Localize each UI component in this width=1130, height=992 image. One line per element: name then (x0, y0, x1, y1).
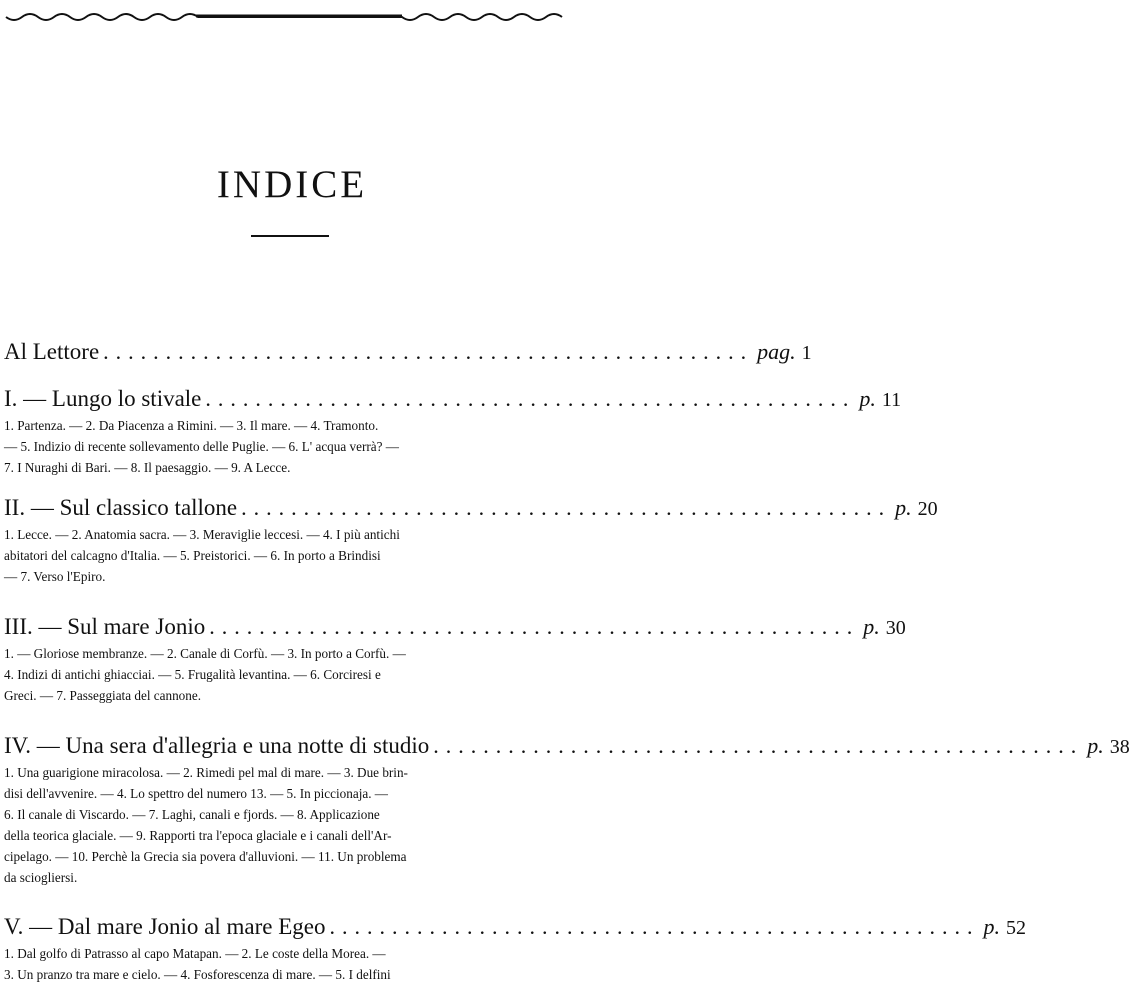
chapter-summary (4, 643, 578, 706)
toc-entry-line (4, 614, 906, 640)
summary-line: 1. Lecce. — 2. Anatomia sacra. — 3. Meraviglie leccesi. — 4. I più antichi (4, 527, 400, 542)
summary-line: da sciogliersi. (4, 870, 78, 885)
toc-entry-line (4, 733, 1130, 759)
toc-entry-line (4, 386, 902, 412)
toc-entry-chapter-1 (4, 386, 902, 478)
page-number: 20 (917, 498, 938, 520)
summary-line: Greci. — 7. Passeggiata del cannone. (4, 688, 202, 703)
summary-line: — 5. Indizio di recente sollevamento delle Puglie. — 6. L' acqua verrà? — (4, 439, 399, 454)
toc-entry-line (4, 495, 938, 521)
title-underline (251, 235, 329, 237)
chapter-summary (4, 524, 578, 587)
page-prefix: p. (863, 614, 880, 639)
summary-line: 1. Una guarigione miracolosa. — 2. Rimedi pel mal di mare. — 3. Due brin- (4, 765, 408, 780)
page-number: 38 (1109, 736, 1130, 758)
page-number: 1 (801, 342, 812, 364)
toc-entry-line (4, 914, 1026, 940)
toc-entry-label: Al Lettore (4, 339, 100, 364)
toc-entry-al-lettore (4, 339, 812, 365)
page-prefix: p. (983, 914, 1000, 939)
toc-entry-label: V. — Dal mare Jonio al mare Egeo (4, 914, 326, 939)
page-title: INDICE (216, 163, 368, 206)
summary-line: 3. Un pranzo tra mare e cielo. — 4. Fosforescenza di mare. — 5. I delfini (4, 967, 391, 982)
page-prefix: p. (859, 386, 876, 411)
summary-line: 7. I Nuraghi di Bari. — 8. Il paesaggio. — 9. A Lecce. (4, 460, 291, 475)
leader-dots: .................................................... (103, 339, 754, 364)
leader-dots: .................................................... (209, 614, 860, 639)
toc-entry-label: IV. — Una sera d'allegria e una notte di studio (4, 733, 430, 758)
summary-line: abitatori del calcagno d'Italia. — 5. Preistorici. — 6. In porto a Brindisi (4, 548, 381, 563)
leader-dots: .................................................... (241, 495, 892, 520)
toc-entry-chapter-4 (4, 733, 1130, 888)
toc-entry-chapter-2 (4, 495, 938, 587)
summary-line: — 7. Verso l'Epiro. (4, 569, 106, 584)
page-prefix: p. (1087, 733, 1104, 758)
summary-line: 4. Indizi di antichi ghiacciai. — 5. Frugalità levantina. — 6. Corciresi e (4, 667, 381, 682)
chapter-summary (4, 415, 578, 478)
summary-line: della teorica glaciale. — 9. Rapporti tra l'epoca glaciale e i canali dell'Ar- (4, 828, 392, 843)
summary-line: 1. Dal golfo di Patrasso al capo Matapan. — 2. Le coste della Morea. — (4, 946, 386, 961)
leader-dots: .................................................... (433, 733, 1084, 758)
page-prefix: pag. (757, 339, 796, 364)
page-number: 52 (1005, 917, 1026, 939)
summary-line: 6. Il canale di Viscardo. — 7. Laghi, canali e fjords. — 8. Applicazione (4, 807, 380, 822)
summary-line: cipelago. — 10. Perchè la Grecia sia povera d'alluvioni. — 11. Un problema (4, 849, 407, 864)
toc-entry-label: II. — Sul classico tallone (4, 495, 238, 520)
summary-line: disi dell'avvenire. — 4. Lo spettro del numero 13. — 5. In piccionaja. — (4, 786, 388, 801)
toc-entry-chapter-3 (4, 614, 906, 706)
summary-line: 1. — Gloriose membranze. — 2. Canale di Corfù. — 3. In porto a Corfù. — (4, 646, 406, 661)
summary-line: 1. Partenza. — 2. Da Piacenza a Rimini. — 3. Il mare. — 4. Tramonto. (4, 418, 379, 433)
toc-entry-label: I. — Lungo lo stivale (4, 386, 202, 411)
leader-dots: .................................................... (205, 386, 856, 411)
chapter-summary (4, 762, 578, 888)
top-ornament-rule (0, 4, 584, 32)
page-number: 11 (881, 389, 902, 411)
toc-entry-line (4, 339, 812, 365)
toc-entry-chapter-5 (4, 914, 1026, 985)
chapter-summary (4, 943, 578, 985)
page-number: 30 (885, 617, 906, 639)
toc-entry-label: III. — Sul mare Jonio (4, 614, 206, 639)
leader-dots: .................................................... (329, 914, 980, 939)
page-prefix: p. (895, 495, 912, 520)
